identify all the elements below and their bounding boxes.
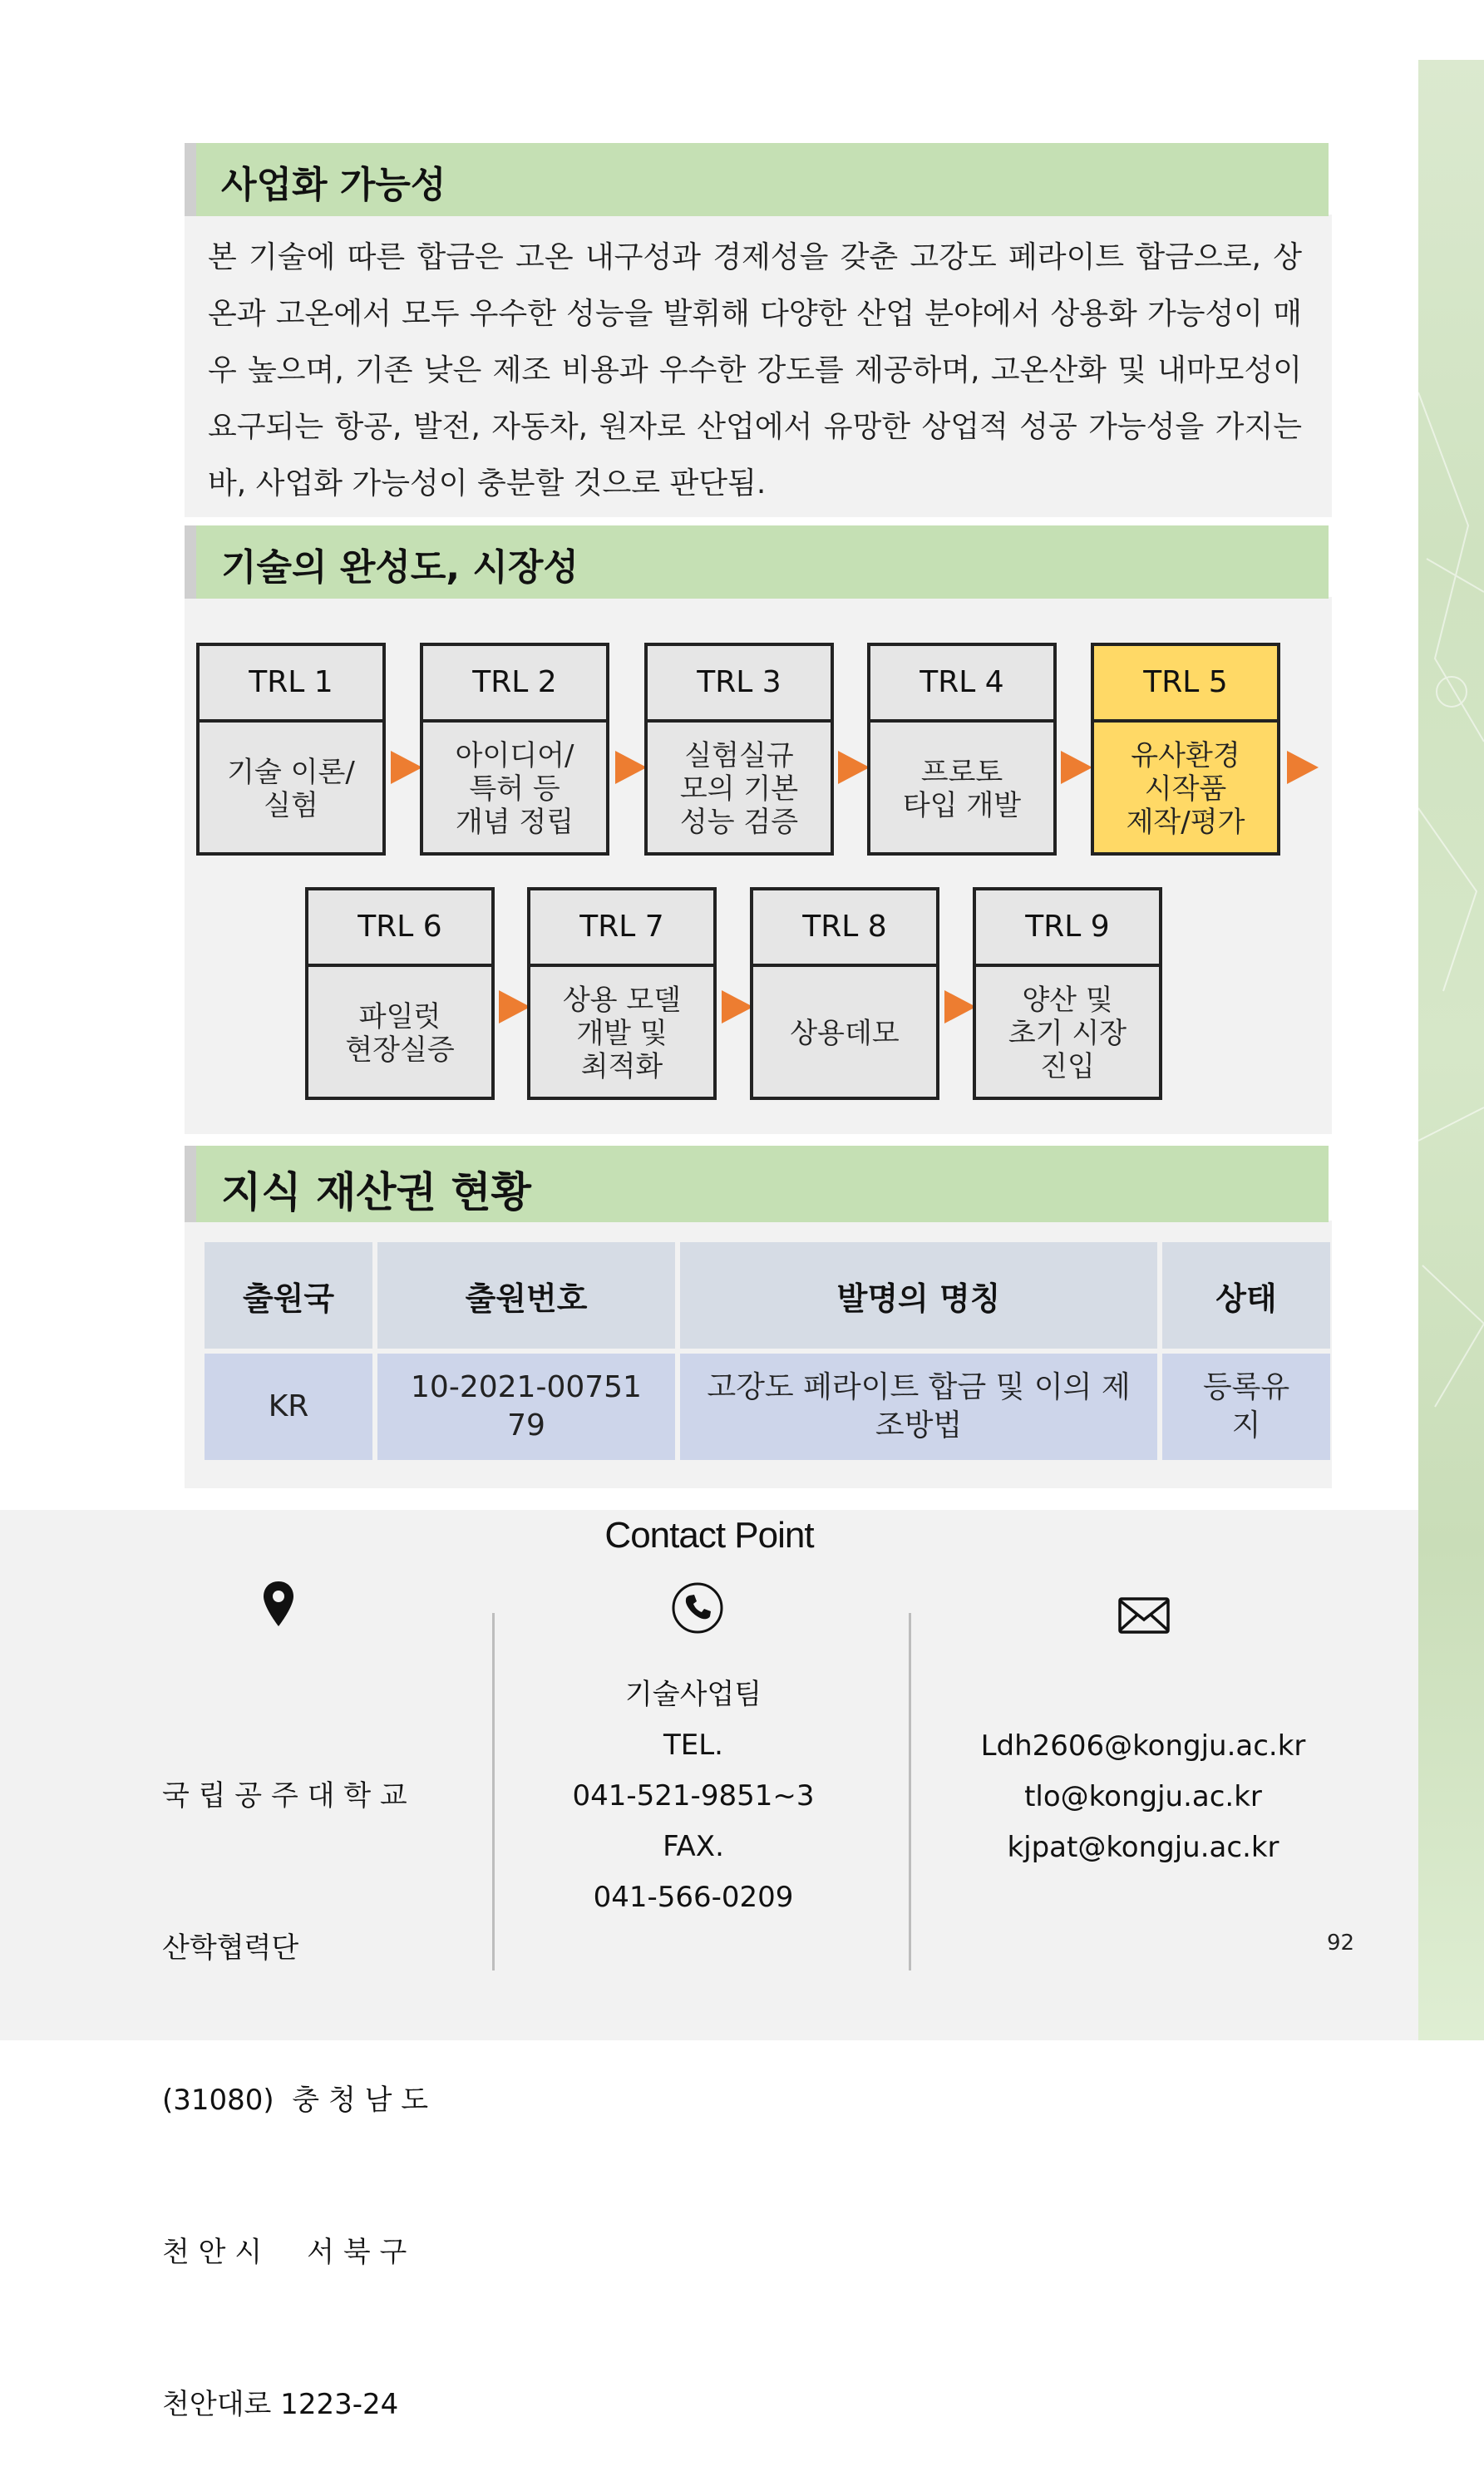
email-link[interactable]: tlo@kongju.ac.kr [1024,1780,1262,1813]
arrow-icon [722,990,753,1023]
trl-level: TRL 5 [1094,646,1277,723]
ip-title: 지식 재산권 현황 [221,1168,531,1216]
trl-box-1 [196,643,386,856]
arrow-icon [391,751,422,784]
trl-level: TRL 1 [200,646,382,723]
trl-desc: 유사환경 시작품 제작/평가 [1126,739,1245,839]
feasibility-header [185,143,1329,216]
contact-title: Contact Point [604,1515,814,1556]
trl-level: TRL 6 [308,890,491,967]
trl-desc: 파일럿 현장실증 [345,1000,455,1067]
feasibility-title: 사업화 가능성 [221,164,446,206]
contact-email [939,1721,1347,1873]
table-header-row [205,1242,1330,1349]
arrow-icon [499,990,530,1023]
arrow-icon [1061,751,1092,784]
cell-status: 등록유지 [1162,1354,1330,1460]
arrow-icon [615,751,647,784]
trl-box-4 [867,643,1057,856]
decorative-side-strip [1418,60,1484,2040]
arrow-icon [944,990,976,1023]
email-link[interactable]: Ldh2606@kongju.ac.kr [980,1729,1306,1763]
maturity-title: 기술의 완성도, 시장성 [221,546,579,589]
contact-divider [909,1613,911,1970]
phone-icon [671,1581,724,1635]
header-application-number: 출원번호 [377,1242,675,1349]
ip-header [185,1146,1329,1222]
contact-divider [492,1613,495,1970]
arrow-icon [1287,751,1319,784]
address-line: 천안대로 1223-24 [162,2388,399,2421]
trl-box-8 [750,887,939,1100]
trl-level: TRL 8 [753,890,936,967]
phone-line: 기술사업팀 [624,1678,762,1711]
address-line: 산학협력단 [162,1931,299,1965]
trl-level: TRL 4 [870,646,1053,723]
header-invention-title: 발명의 명칭 [680,1242,1157,1349]
cell-application-number: 10-2021-0075179 [377,1354,675,1460]
trl-box-7 [527,887,717,1100]
trl-desc: 기술 이론/ 실험 [227,756,355,822]
cell-invention-title: 고강도 페라이트 합금 및 이의 제조방법 [680,1354,1157,1460]
phone-line[interactable]: 041-521-9851~3 [572,1779,815,1813]
trl-box-5 [1091,643,1280,856]
contact-phone [527,1670,860,1923]
trl-level: TRL 2 [423,646,606,723]
trl-level: TRL 3 [648,646,831,723]
arrow-icon [838,751,870,784]
trl-box-6 [305,887,495,1100]
trl-desc: 아이디어/ 특허 등 개념 정립 [455,739,574,839]
phone-line[interactable]: 041-566-0209 [593,1881,794,1914]
table-row [205,1354,1330,1460]
trl-desc: 양산 및 초기 시장 진입 [1008,984,1127,1083]
ip-table [200,1237,1335,1465]
location-pin-icon [262,1580,295,1628]
address-line: 국 립 공 주 대 학 교 [162,1779,407,1813]
trl-box-2 [420,643,609,856]
email-link[interactable]: kjpat@kongju.ac.kr [1007,1831,1279,1864]
trl-level: TRL 9 [976,890,1159,967]
phone-line: FAX. [663,1830,724,1863]
trl-desc: 프로토 타입 개발 [902,756,1022,822]
phone-line: TEL. [663,1729,723,1762]
mail-icon [1117,1596,1171,1635]
trl-desc: 상용데모 [790,1017,900,1050]
address-line: 천 안 시 서 북 구 [162,2236,407,2269]
maturity-header [185,525,1329,599]
contact-address [162,1670,428,2481]
trl-desc: 실험실규 모의 기본 성능 검증 [679,739,799,839]
header-country: 출원국 [205,1242,372,1349]
header-status: 상태 [1162,1242,1330,1349]
address-line: (31080) 충 청 남 도 [162,2084,429,2117]
trl-box-9 [973,887,1162,1100]
trl-box-3 [644,643,834,856]
cell-country: KR [205,1354,372,1460]
feasibility-body: 본 기술에 따른 합금은 고온 내구성과 경제성을 갖춘 고강도 페라이트 합금으로, 상온과 고온에서 모두 우수한 성능을 발휘해 다양한 산업 분야에서 상용화 가능성이 매우 높으며, 기존 낮은 제조 비용과 우수한 강도를 제공하며, 고온산화 및 내마모성이 요구되는 항공, 발전, 자동차, 원자로 산업에서 유망한 상업적 성공 가능성을 가지는 바, 사업화 가능성이 충분할 것으로 판단됨. [208,240,1302,501]
trl-desc: 상용 모델 개발 및 최적화 [562,984,682,1083]
trl-level: TRL 7 [530,890,713,967]
page-number: 92 [1327,1931,1355,1956]
